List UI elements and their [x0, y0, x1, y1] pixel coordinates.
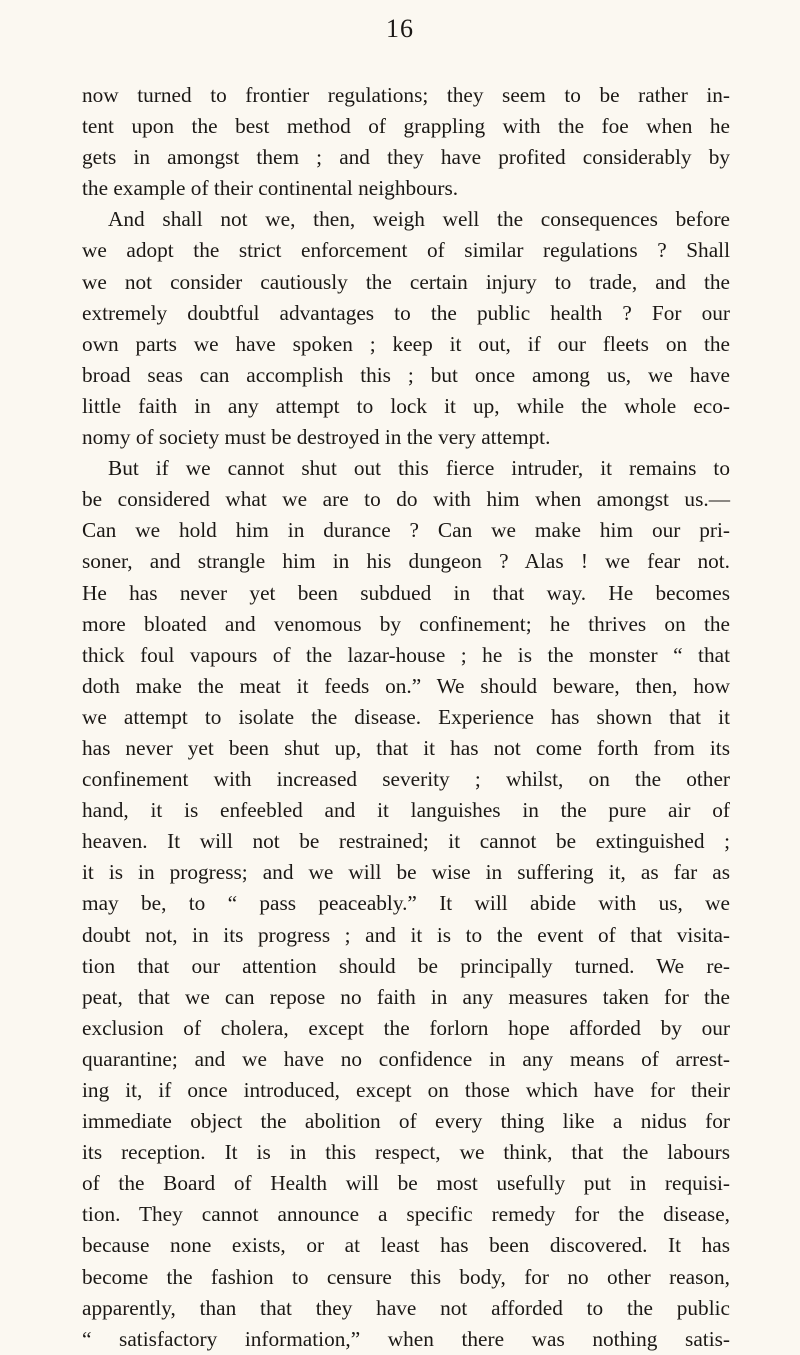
text-line: be considered what we are to do with him when amongst us.—	[82, 487, 730, 512]
text-line: doubt not, in its progress ; and it is to the event of that visita-	[82, 922, 730, 947]
text-line: doth make the meat it feeds on.” We should beware, then, how	[82, 673, 730, 698]
text-line: peat, that we can repose no faith in any measures taken for the	[82, 984, 730, 1009]
text-line: Can we hold him in durance ? Can we make him our pri-	[82, 518, 730, 543]
text-line: may be, to “ pass peaceably.” It will abide with us, we	[82, 891, 730, 916]
text-line: But if we cannot shut out this fierce intruder, it remains to	[108, 456, 730, 481]
text-line: little faith in any attempt to lock it up, while the whole eco-	[82, 393, 730, 418]
text-line: we attempt to isolate the disease. Experience has shown that it	[82, 704, 730, 729]
paragraph	[82, 453, 730, 1355]
text-line: gets in amongst them ; and they have profited considerably by	[82, 145, 730, 170]
text-line: has never yet been shut up, that it has not come forth from its	[82, 735, 730, 760]
text-line: tent upon the best method of grappling with the foe when he	[82, 114, 730, 139]
text-line: nomy of society must be destroyed in the very attempt.	[82, 425, 551, 450]
text-line: ing it, if once introduced, except on those which have for their	[82, 1078, 730, 1102]
text-line: tion that our attention should be principally turned. We re-	[82, 953, 730, 978]
text-line: And shall not we, then, weigh well the consequences before	[108, 207, 730, 232]
text-line: extremely doubtful advantages to the public health ? For our	[82, 300, 730, 325]
text-line: of the Board of Health will be most usefully put in requisi-	[82, 1171, 730, 1196]
text-line: hand, it is enfeebled and it languishes in the pure air of	[82, 798, 730, 823]
text-line: apparently, than that they have not afforded to the public	[82, 1295, 730, 1320]
text-line: broad seas can accomplish this ; but once among us, we have	[82, 362, 730, 387]
paragraph	[82, 80, 730, 204]
text-line: own parts we have spoken ; keep it out, if our fleets on the	[82, 331, 730, 356]
text-line: immediate object the abolition of every thing like a nidus for	[82, 1109, 730, 1134]
text-line: soner, and strangle him in his dungeon ? Alas ! we fear not.	[82, 549, 730, 574]
text-line: He has never yet been subdued in that way. He becomes	[82, 580, 730, 605]
page-number: 16	[386, 14, 414, 43]
page-body	[82, 80, 730, 1355]
text-line: we adopt the strict enforcement of similar regulations ? Shall	[82, 238, 730, 263]
text-line: thick foul vapours of the lazar-house ; he is the monster “ that	[82, 642, 730, 667]
text-line: become the fashion to censure this body, for no other reason,	[82, 1264, 730, 1289]
text-line: heaven. It will not be restrained; it cannot be extinguished ;	[82, 829, 730, 854]
text-line: because none exists, or at least has been discovered. It has	[82, 1233, 730, 1258]
text-line: it is in progress; and we will be wise in suffering it, as far as	[82, 860, 730, 885]
text-line: its reception. It is in this respect, we think, that the labours	[82, 1140, 730, 1165]
text-line: more bloated and venomous by confinement; he thrives on the	[82, 611, 730, 636]
text-line: quarantine; and we have no confidence in any means of arrest-	[82, 1046, 730, 1071]
text-line: we not consider cautiously the certain injury to trade, and the	[82, 269, 730, 294]
text-line: “ satisfactory information,” when there was nothing satis-	[82, 1326, 730, 1351]
paragraph	[82, 204, 730, 453]
text-line: the example of their continental neighbours.	[82, 176, 459, 201]
text-line: now turned to frontier regulations; they seem to be rather in-	[82, 83, 730, 107]
text-line: exclusion of cholera, except the forlorn hope afforded by our	[82, 1015, 730, 1040]
text-line: confinement with increased severity ; whilst, on the other	[82, 767, 730, 792]
text-line: tion. They cannot announce a specific remedy for the disease,	[82, 1202, 730, 1227]
